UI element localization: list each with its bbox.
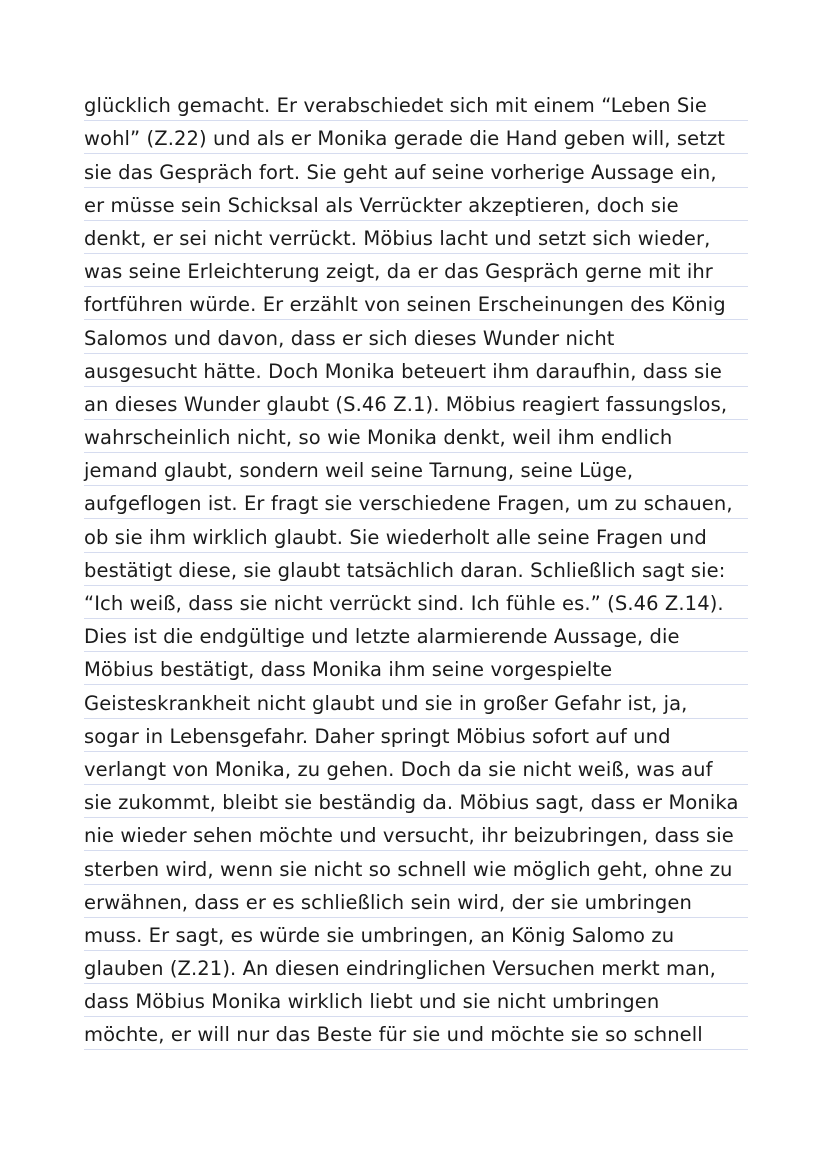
text-line bbox=[84, 652, 748, 685]
text-line bbox=[84, 951, 748, 984]
text-line bbox=[84, 420, 748, 453]
text-line-content: er müsse sein Schicksal als Verrückter akzeptieren, doch sie bbox=[84, 193, 679, 217]
text-line-content: glauben (Z.21). An diesen eindringlichen Versuchen merkt man, bbox=[84, 957, 716, 981]
text-line-content: wohl” (Z.22) und als er Monika gerade die Hand geben will, setzt bbox=[84, 127, 726, 151]
text-line-content: ob sie ihm wirklich glaubt. Sie wiederholt alle seine Fragen und bbox=[84, 525, 707, 549]
text-line-content: Geisteskrankheit nicht glaubt und sie in großer Gefahr ist, ja, bbox=[84, 691, 688, 715]
text-line bbox=[84, 486, 748, 519]
text-line bbox=[84, 519, 748, 552]
text-line bbox=[84, 586, 748, 619]
text-line-content: verlangt von Monika, zu gehen. Doch da sie nicht weiß, was auf bbox=[84, 757, 713, 781]
text-line bbox=[84, 1017, 748, 1050]
text-line bbox=[84, 387, 748, 420]
text-line bbox=[84, 320, 748, 353]
lined-text-block bbox=[84, 88, 748, 1050]
text-line bbox=[84, 188, 748, 221]
text-line-content: Salomos und davon, dass er sich dieses Wunder nicht bbox=[84, 326, 615, 350]
text-line-content: sie das Gespräch fort. Sie geht auf seine vorherige Aussage ein, bbox=[84, 160, 717, 184]
text-line bbox=[84, 154, 748, 187]
text-line bbox=[84, 685, 748, 718]
text-line bbox=[84, 818, 748, 851]
text-line bbox=[84, 354, 748, 387]
text-line bbox=[84, 121, 748, 154]
text-line-content: glücklich gemacht. Er verabschiedet sich mit einem “Leben Sie bbox=[84, 94, 707, 118]
text-line bbox=[84, 885, 748, 918]
text-line bbox=[84, 851, 748, 884]
text-line bbox=[84, 221, 748, 254]
text-line-content: “Ich weiß, dass sie nicht verrückt sind. Ich fühle es.” (S.46 Z.14). bbox=[84, 592, 724, 615]
text-line-content: an dieses Wunder glaubt (S.46 Z.1). Möbius reagiert fassungslos, bbox=[84, 392, 728, 416]
text-line-content: Dies ist die endgültige und letzte alarmierende Aussage, die bbox=[84, 625, 680, 649]
text-line bbox=[84, 88, 748, 121]
text-line bbox=[84, 918, 748, 951]
text-line-content: erwähnen, dass er es schließlich sein wird, der sie umbringen bbox=[84, 890, 692, 914]
text-line-content: ausgesucht hätte. Doch Monika beteuert ihm daraufhin, dass sie bbox=[84, 359, 723, 383]
text-line-content: bestätigt diese, sie glaubt tatsächlich daran. Schließlich sagt sie: bbox=[84, 558, 726, 582]
text-line-content: möchte, er will nur das Beste für sie und möchte sie so schnell bbox=[84, 1023, 703, 1047]
text-line-content: was seine Erleichterung zeigt, da er das Gespräch gerne mit ihr bbox=[84, 260, 713, 284]
text-line bbox=[84, 984, 748, 1017]
text-line-content: nie wieder sehen möchte und versucht, ihr beizubringen, dass sie bbox=[84, 824, 734, 848]
text-line-content: jemand glaubt, sondern weil seine Tarnung, seine Lüge, bbox=[84, 459, 634, 483]
text-line bbox=[84, 254, 748, 287]
text-line bbox=[84, 453, 748, 486]
text-line bbox=[84, 752, 748, 785]
text-line-content: wahrscheinlich nicht, so wie Monika denkt, weil ihm endlich bbox=[84, 426, 673, 450]
text-line bbox=[84, 785, 748, 818]
text-line-content: denkt, er sei nicht verrückt. Möbius lacht und setzt sich wieder, bbox=[84, 226, 711, 250]
text-line-content: dass Möbius Monika wirklich liebt und sie nicht umbringen bbox=[84, 990, 660, 1014]
text-line-content: fortführen würde. Er erzählt von seinen Erscheinungen des König bbox=[84, 293, 726, 317]
text-line-content: Möbius bestätigt, dass Monika ihm seine vorgespielte bbox=[84, 658, 613, 682]
text-line-content: muss. Er sagt, es würde sie umbringen, an König Salomo zu bbox=[84, 923, 675, 947]
text-line bbox=[84, 719, 748, 752]
text-line-content: aufgeflogen ist. Er fragt sie verschiedene Fragen, um zu schauen, bbox=[84, 492, 733, 516]
text-line-content: sterben wird, wenn sie nicht so schnell wie möglich geht, ohne zu bbox=[84, 857, 733, 881]
text-line bbox=[84, 287, 748, 320]
text-line-content: sogar in Lebensgefahr. Daher springt Möbius sofort auf und bbox=[84, 724, 671, 748]
text-line bbox=[84, 553, 748, 586]
text-line-content: sie zukommt, bleibt sie beständig da. Möbius sagt, dass er Monika bbox=[84, 791, 739, 815]
text-line bbox=[84, 619, 748, 652]
